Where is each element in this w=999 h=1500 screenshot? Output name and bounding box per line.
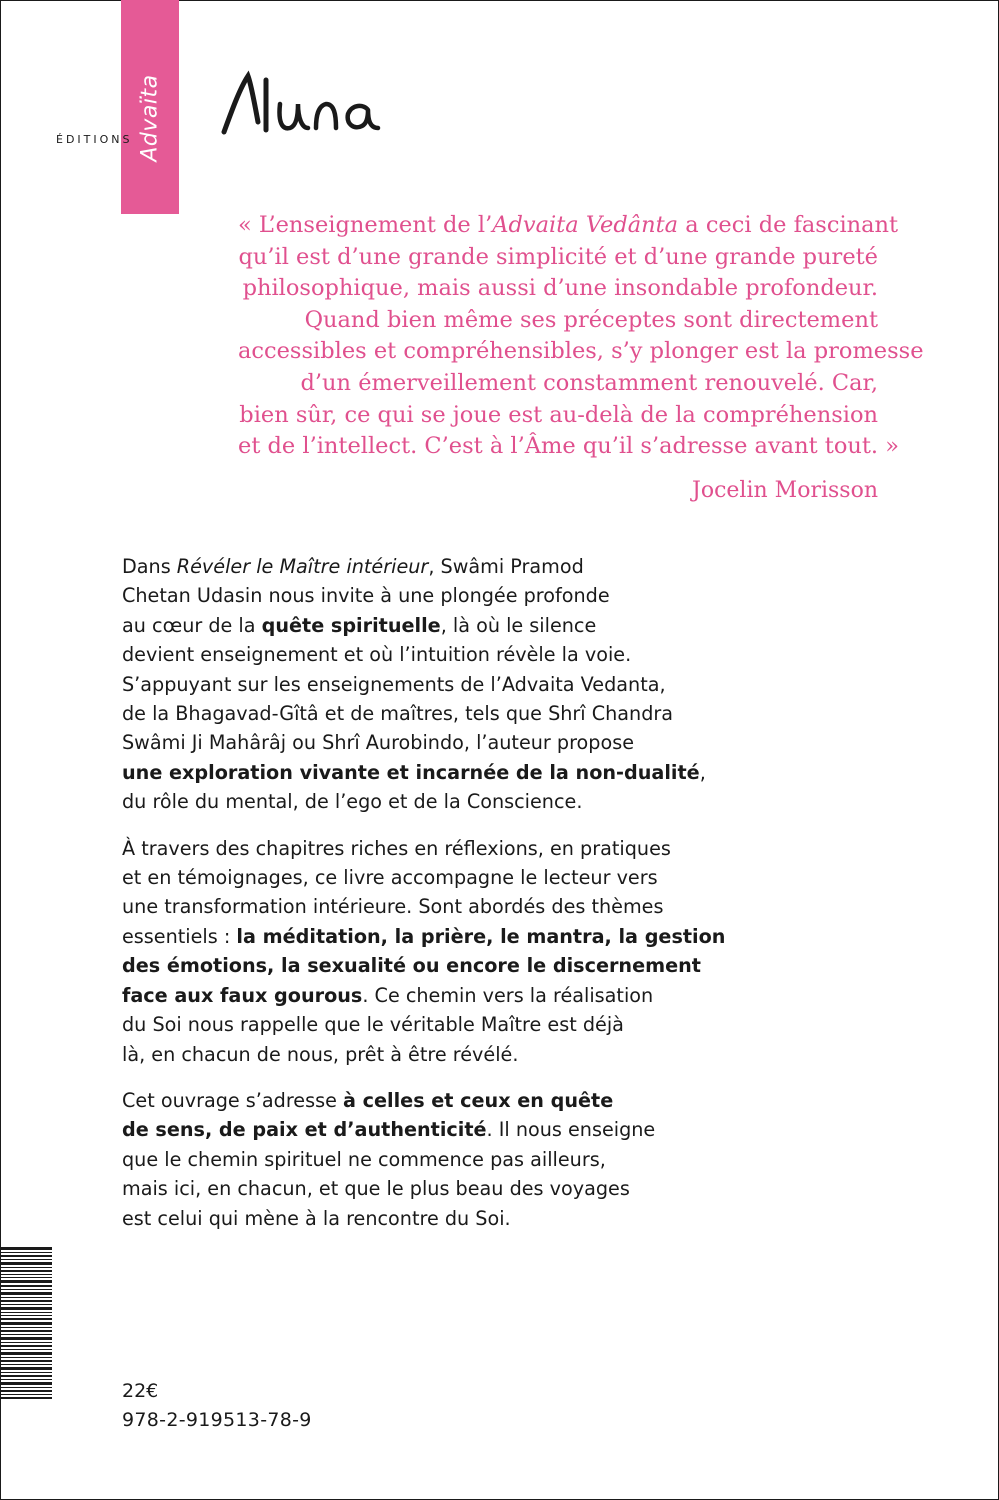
quote-line: d’un émerveillement constamment renouvelé. Car, [300, 369, 878, 396]
quote-line: accessibles et compréhensibles, s’y plonger est la promesse [238, 338, 924, 365]
blurb-line: de sens, de paix et d’authenticité. Il nous enseigne [122, 1118, 656, 1142]
blurb-line: Cet ouvrage s’adresse à celles et ceux en quête [122, 1088, 614, 1112]
publisher-logo [218, 70, 388, 155]
blurb-line: que le chemin spirituel ne commence pas ailleurs, [122, 1147, 606, 1171]
blurb-line: et en témoignages, ce livre accompagne le lecteur vers [122, 866, 658, 890]
blurb-line: là, en chacun de nous, prêt à être révélé. [122, 1042, 519, 1066]
quote-line: qu’il est d’une grande simplicité et d’une grande pureté [238, 243, 878, 270]
quote-line: Quand bien même ses préceptes sont directement [304, 306, 878, 333]
blurb-line: une exploration vivante et incarnée de la non-dualité, [122, 760, 706, 784]
blurb-line: Dans Révéler le Maître intérieur, Swâmi Pramod [122, 555, 584, 578]
blurb-line: du Soi nous rappelle que le véritable Maître est déjà [122, 1013, 624, 1037]
price: 22€ [122, 1380, 159, 1402]
blurb-line: À travers des chapitres riches en réflexions, en pratiques [122, 836, 671, 860]
blurb-line: S’appuyant sur les enseignements de l’Advaita Vedanta, [122, 672, 666, 696]
quote-line: bien sûr, ce qui se joue est au-delà de la compréhension [239, 401, 878, 428]
blurb-paragraph-3 [122, 1086, 762, 1233]
blurb-line: face aux faux gourous. Ce chemin vers la réalisation [122, 983, 654, 1007]
blurb-line: de la Bhagavad-Gîtâ et de maîtres, tels que Shrî Chandra [122, 702, 674, 726]
quote-line: « L’enseignement de l’Advaita Vedânta a ceci de fascinant [238, 212, 899, 238]
aluna-logo-mark [218, 70, 388, 140]
blurb-line: Swâmi Ji Mahârâj ou Shrî Aurobindo, l’auteur propose [122, 731, 635, 755]
barcode [0, 1247, 52, 1399]
blurb-paragraph-1 [122, 552, 762, 817]
blurb [122, 552, 762, 1250]
publisher-sub: ÉDITIONS [56, 133, 133, 146]
back-cover-quote [238, 210, 924, 463]
blurb-paragraph-2 [122, 834, 762, 1069]
blurb-line: une transformation intérieure. Sont abordés des thèmes [122, 895, 664, 919]
quote-author: Jocelin Morisson [692, 478, 878, 503]
blurb-line: est celui qui mène à la rencontre du Soi. [122, 1206, 511, 1230]
blurb-line: mais ici, en chacun, et que le plus beau des voyages [122, 1177, 630, 1201]
quote-line: philosophique, mais aussi d’une insondable profondeur. [242, 275, 878, 302]
blurb-line: des émotions, la sexualité ou encore le discernement [122, 954, 701, 978]
blurb-line: devient enseignement et où l’intuition révèle la voie. [122, 643, 632, 667]
blurb-line: du rôle du mental, de l’ego et de la Conscience. [122, 790, 583, 814]
isbn: 978-2-919513-78-9 [122, 1409, 312, 1431]
blurb-line: Chetan Udasin nous invite à une plongée profonde [122, 584, 610, 608]
blurb-line: au cœur de la quête spirituelle, là où le silence [122, 613, 597, 637]
quote-line: et de l’intellect. C’est à l’Âme qu’il s’adresse avant tout. » [238, 433, 899, 460]
collection-label: Advaïta [137, 74, 163, 162]
blurb-line: essentiels : la méditation, la prière, le mantra, la gestion [122, 924, 726, 948]
